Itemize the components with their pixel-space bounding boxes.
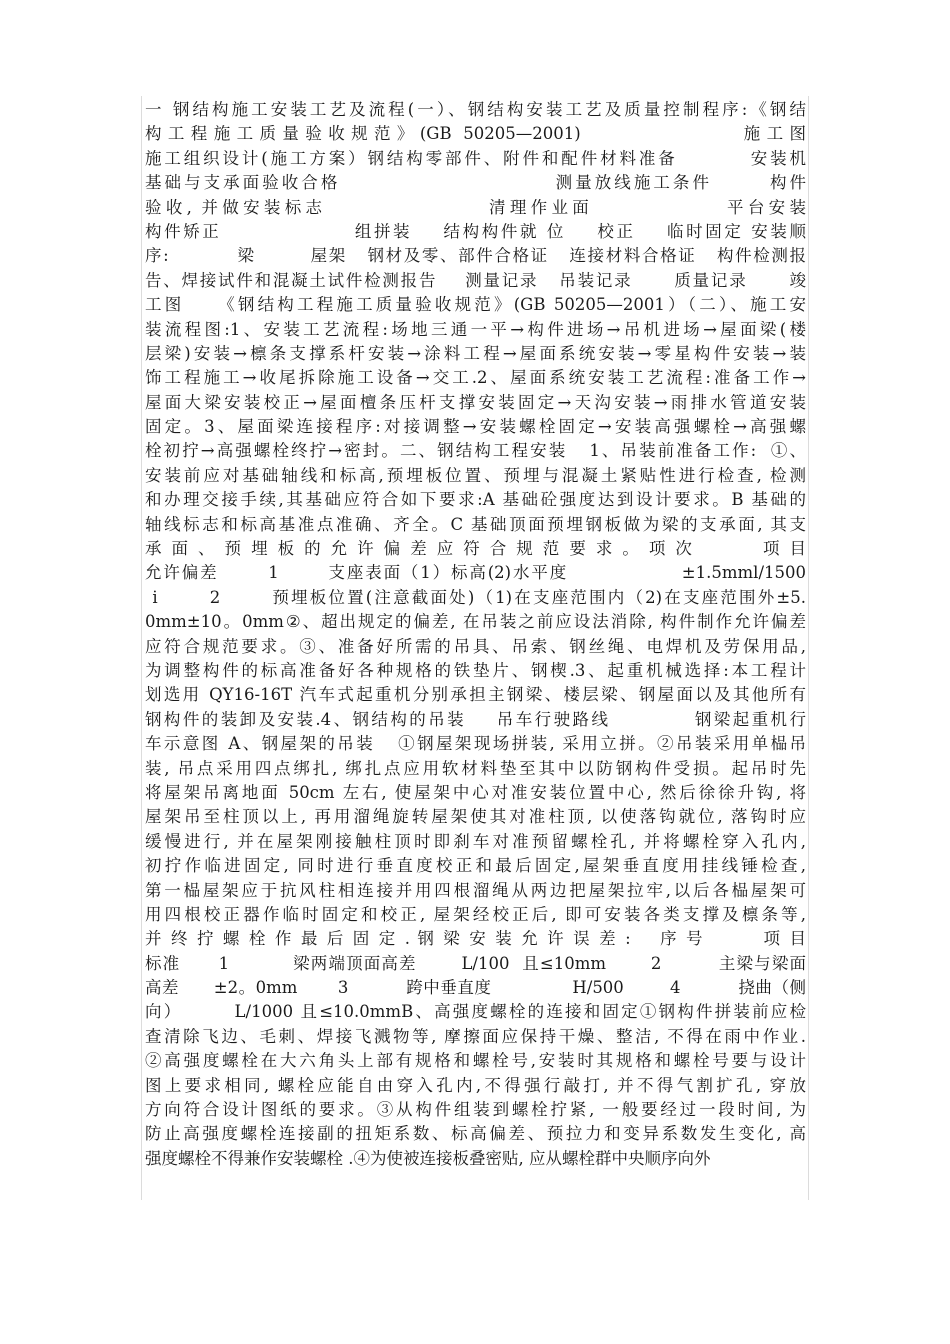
text-line: 栓初拧→高强螺栓终拧→密封。二、钢结构工程安装 1、吊装前准备工作: ①、: [145, 441, 806, 461]
text-line: 高差 ±2。0mm 3 跨中垂直度 H/500 4 挠曲（侧: [145, 978, 806, 998]
text-line: 告、焊接试件和混凝土试件检测报告 测量记录 吊装记录 质量记录 竣: [145, 270, 806, 290]
text-line: 图上要求相同, 螺栓应能自由穿入孔内,不得强行敲打, 并不得气割扩孔, 穿放: [145, 1075, 806, 1095]
text-line: 装, 吊点采用四点绑扎, 绑扎点应用软材料垫至其中以防钢构件受损。起吊时先: [145, 758, 806, 778]
text-line: 将屋架吊离地面 50cm 左右, 使屋架中心对准安装位置中心, 然后徐徐升钩, 将: [145, 782, 806, 802]
text-line: 屋面大梁安装校正→屋面檀条压杆支撑安装固定→天沟安装→雨排水管道安装: [145, 392, 806, 412]
text-line: 施工组织设计(施工方案）钢结构零部件、附件和配件材料准备 安装机: [145, 148, 806, 168]
text-line: 安装前应对基础轴线和标高,预埋板位置、预埋与混凝土紧贴性进行检查, 检测: [145, 465, 806, 485]
text-line: 缓慢进行, 并在屋架刚接触柱顶时即刹车对准预留螺栓孔, 并将螺栓穿入孔内,: [145, 831, 806, 851]
text-line: 固定。3、屋面梁连接程序:对接调整→安装螺栓固定→安装高强螺栓→高强螺: [145, 417, 806, 437]
text-line: 初拧作临进固定, 同时进行垂直度校正和最后固定,屋架垂直度用挂线锤检查,: [145, 856, 806, 876]
text-line: 应符合规范要求。③、准备好所需的吊具、吊索、钢丝绳、电焊机及劳保用品,: [145, 636, 806, 656]
text-line: 饰工程施工→收尾拆除施工设备→交工.2、屋面系统安装工艺流程:准备工作→: [145, 368, 806, 388]
text-line: 查清除飞边、毛刺、焊接飞溅物等, 摩擦面应保持干燥、整洁, 不得在雨中作业.: [145, 1026, 806, 1046]
text-line: 构件矫正 组拼装 结构构件就 位 校正 临时固定 安装顺: [145, 221, 806, 241]
text-line: 强度螺栓不得兼作安装螺栓 .④为使被连接板叠密贴, 应从螺栓群中央顺序向外: [145, 1148, 711, 1168]
text-line: 一 钢结构施工安装工艺及流程(一）、钢结构安装工艺及质量控制程序:《钢结: [145, 100, 806, 119]
text-line: 车示意图 A、钢屋架的吊装 ①钢屋架现场拼装, 采用立拼。②吊装采用单榀吊: [145, 734, 806, 754]
text-line: 方向符合设计图纸的要求。③从构件组装到螺栓拧紧, 一般要经过一段时间, 为: [145, 1100, 806, 1120]
text-line: 和办理交接手续,其基础应符合如下要求:A 基础砼强度达到设计要求。B 基础的: [145, 490, 806, 510]
text-line: 标准 1 梁两端顶面高差 L/100 且≤10mm 2 主梁与梁面: [145, 953, 806, 973]
text-line: 用四根校正器作临时固定和校正, 屋架经校正后, 即可安装各类支撑及檩条等,: [145, 904, 806, 924]
text-line: 屋架吊至柱顶以上, 再用溜绳旋转屋架使其对准柱顶, 以使落钩就位, 落钩时应: [145, 807, 806, 827]
text-line: 轴线标志和标高基准点准确、齐全。C 基础顶面预埋钢板做为梁的支承面, 其支: [145, 514, 806, 534]
text-line: 划选用 QY16-16T 汽车式起重机分别承担主钢梁、楼层梁、钢屋面以及其他所有: [145, 685, 806, 705]
text-line: i 2 预埋板位置(注意截面处)（1)在支座范围内（2)在支座范围外±5.: [145, 587, 806, 607]
text-line: 基础与支承面验收合格 测量放线施工条件 构件: [145, 173, 806, 193]
text-line: 向） L/1000 且≤10.0mmB、高强度螺栓的连接和固定①钢构件拼装前应检: [145, 1002, 806, 1022]
text-line: 承面、预埋板的允许偏差应符合规范要求。项次 项目: [145, 539, 806, 559]
text-line: 第一榀屋架应于抗风柱相连接并用四根溜绳从两边把屋架拉牢,以后各榀屋架可: [145, 880, 806, 900]
text-line: 工图 《钢结构工程施工质量验收规范》(GB 50205—2001）（二）、施工安: [145, 295, 806, 315]
text-line: 构工程施工质量验收规范》(GB 50205—2001) 施工图: [145, 124, 806, 144]
text-line: 为调整构件的标高准备好各种规格的铁垫片、钢楔.3、起重机械选择:本工程计: [145, 660, 806, 680]
text-line: 0mm±10。0mm②、超出规定的偏差, 在吊装之前应设法消除, 构件制作允许偏差: [145, 612, 806, 632]
text-line: 并 终 拧 螺 栓 作 最 后 固 定 . 钢 梁 安 装 允 许 误 差 : 序 号 项 目: [145, 929, 806, 949]
text-line: 钢构件的装卸及安装.4、钢结构的吊装 吊车行驶路线 钢梁起重机行: [145, 709, 806, 729]
text-line: ②高强度螺栓在大六角头上部有规格和螺栓号,安装时其规格和螺栓号要与设计: [145, 1051, 806, 1071]
text-line: 防止高强度螺栓连接副的扭矩系数、标高偏差、预拉力和变异系数发生变化, 高: [145, 1124, 806, 1144]
document-text-block: [141, 96, 809, 1200]
text-line: 装流程图:1、安装工艺流程:场地三通一平→构件进场→吊机进场→屋面梁(楼: [145, 319, 806, 339]
text-line: 层梁)安装→檩条支撑系杆安装→涂料工程→屋面系统安装→零星构件安装→装: [145, 343, 806, 363]
text-line: 序: 梁 屋架 钢材及零、部件合格证 连接材料合格证 构件检测报: [145, 246, 806, 266]
text-line: 验收, 并做安装标志 清理作业面 平台安装: [145, 197, 806, 217]
text-line: 允许偏差 1 支座表面（1）标高(2)水平度 ±1.5mml/1500: [145, 563, 806, 583]
